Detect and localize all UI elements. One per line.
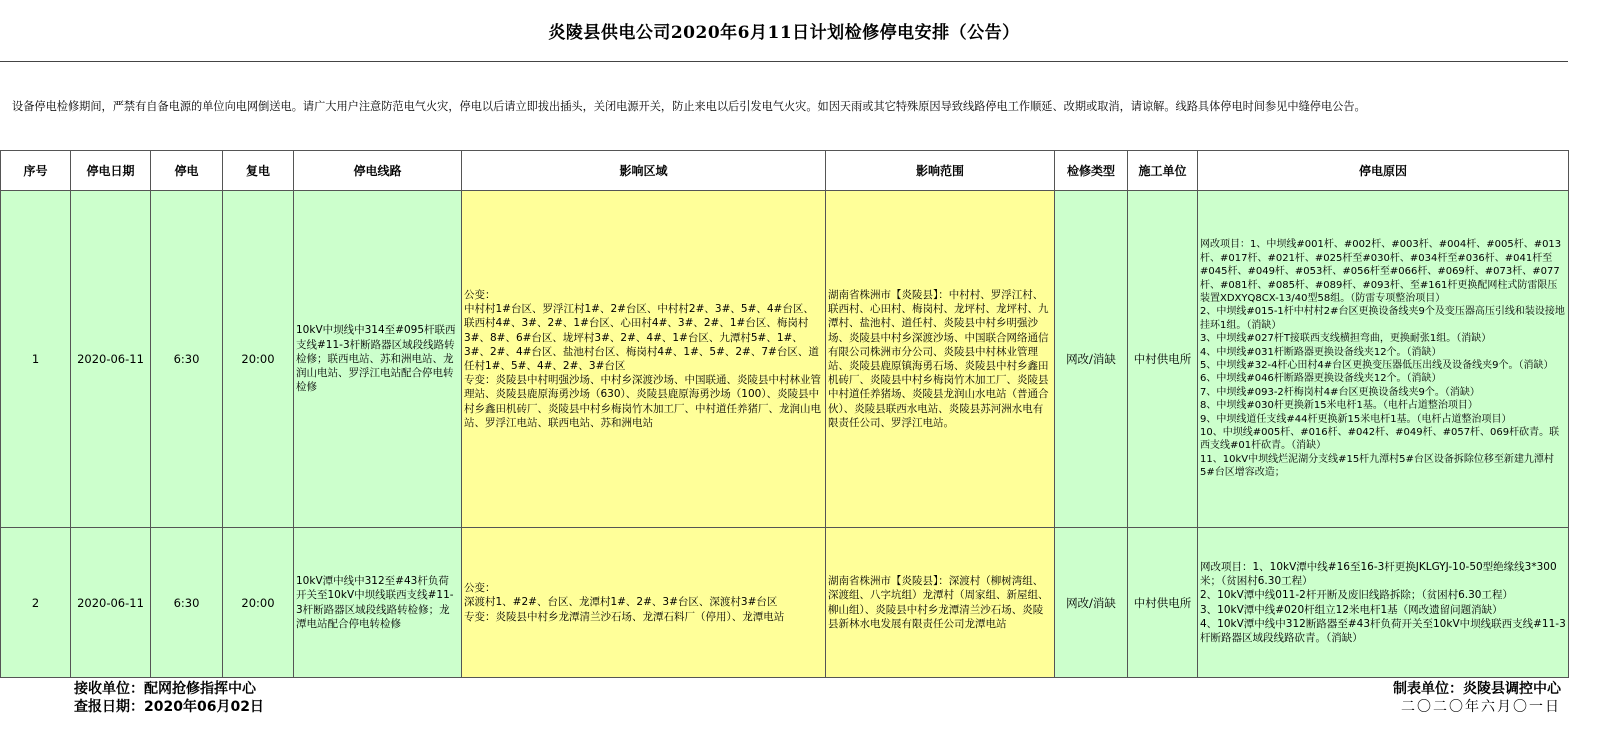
reason-item: 网改项目：1、中坝线#001杆、#002杆、#003杆、#004杆、#005杆、#013杆、#017杆、#021杆、#025杆至#030杆、#034杆至#036杆、#041杆至#045杆、#049杆、#053杆、#056杆至#066杆、#069杆、#073杆、#077杆、#081杆、#085杆、#089杆、#093杆、至#161杆更换配网柱式防雷限压装置XDXYQ8CX-13/40型58组。（防雷专项整治项目） bbox=[1200, 239, 1562, 304]
cell-reason bbox=[1198, 191, 1569, 528]
header-on: 复电 bbox=[223, 151, 294, 191]
reason-item: 2、10kV潭中线011-2杆开断及废旧线路拆除；（贫困村6.30工程） bbox=[1200, 589, 1513, 602]
header-type: 检修类型 bbox=[1055, 151, 1128, 191]
header-area: 影响区域 bbox=[462, 151, 826, 191]
cell-line: 10kV中坝线中314至#095杆联西支线#11-3杆断路器区域段线路转检修；联西电站、苏和洲电站、龙润山电站、罗浮江电站配合停电转检修 bbox=[294, 191, 462, 528]
footer-left bbox=[74, 680, 264, 716]
reason-item: 2、中坝线#015-1杆中村村2#台区更换设备线夹9个及变压器高压引线和装设接地挂环1组。（消缺） bbox=[1200, 306, 1565, 331]
cell-scope: 湖南省株洲市【炎陵县】：深渡村（柳树湾组、深渡组、八字坑组）龙潭村（周家组、新屋组、柳山组）、炎陵县中村乡龙潭清兰沙石场、炎陵县新林水电发展有限责任公司龙潭电站 bbox=[826, 528, 1055, 678]
notice-text: 设备停电检修期间，严禁有自备电源的单位向电网倒送电。请广大用户注意防范电气火灾，停电以后请立即拔出插头，关闭电源开关，防止来电以后引发电气火灾。如因天雨或其它特殊原因导致线路停电工作顺延、改期或取消，请谅解。线路具体停电时间参见中缝停电公告。 bbox=[12, 100, 1366, 113]
page-title: 炎陵县供电公司2020年6月11日计划检修停电安排（公告） bbox=[0, 0, 1568, 62]
cell-reason bbox=[1198, 528, 1569, 678]
header-scope: 影响范围 bbox=[826, 151, 1055, 191]
table-row bbox=[1, 191, 1569, 528]
header-line: 停电线路 bbox=[294, 151, 462, 191]
reason-item: 3、中坝线#027杆T接联西支线横担弯曲，更换耐张1组。（消缺） bbox=[1200, 333, 1492, 345]
reason-item: 8、中坝线#030杆更换新15米电杆1基。（电杆占道整治项目） bbox=[1200, 400, 1478, 412]
cell-seq: 2 bbox=[1, 528, 71, 678]
cell-area: 公变： 中村村1#台区、罗浮江村1#、2#台区、中村村2#、3#、5#、4#台区、联西村4#、3#、2#、1#台区、心田村4#、3#、2#、1#台区、梅岗村3#、8#、6#台区、垅坪村3#、2#、4#、1#台区、九潭村5#、1#、3#、2#、4#台区、盐池村台区、梅岗村4#、1#、5#、2#、7#台区、道任村1#、5#、4#、2#、3#台区 专变：炎陵县中村明强沙场、中村乡深渡沙场、中国联通、炎陵县中村林业管理站、炎陵县鹿原海勇沙场（630）、炎陵县鹿原海勇沙场（100）、炎陵县中村乡鑫田机砖厂、炎陵县中村乡梅岗竹木加工厂、中村道任养猪厂、龙润山电站、罗浮江电站、联西电站、苏和洲电站 bbox=[462, 191, 826, 528]
report-date-label: 查报日期：2020年06月02日 bbox=[74, 699, 264, 715]
reason-item: 5、中坝线#32-4杆心田村4#台区更换变压器低压出线及设备线夹9个。（消缺） bbox=[1200, 360, 1554, 371]
receiver-label: 接收单位：配网抢修指挥中心 bbox=[74, 681, 256, 697]
reason-item: 3、10kV潭中线#020杆组立12米电杆1基（网改遗留问题消缺） bbox=[1200, 603, 1503, 616]
cell-seq: 1 bbox=[1, 191, 71, 528]
footer-right bbox=[1393, 680, 1561, 716]
cell-date: 2020-06-11 bbox=[71, 191, 151, 528]
reason-item: 4、10kV潭中线中312断路器至#43杆负荷开关至10kV中坝线联西支线#11-3杆断路器区域段线路砍青。（消缺） bbox=[1200, 617, 1566, 644]
reason-item: 6、中坝线#046杆断路器更换设备线夹12个。（消缺） bbox=[1200, 373, 1442, 385]
header-seq: 序号 bbox=[1, 151, 71, 191]
cell-off: 6:30 bbox=[151, 528, 223, 678]
cell-scope: 湖南省株洲市【炎陵县】：中村村、罗浮江村、联西村、心田村、梅岗村、龙坪村、龙坪村、九潭村、盐池村、道任村、炎陵县中村乡明强沙场、炎陵县中村乡深渡沙场、中国联合网络通信有限公司株洲市分公司、炎陵县中村林业管理站、炎陵县鹿原镇海勇石场、炎陵县中村乡鑫田机砖厂、炎陵县中村乡梅岗竹木加工厂、炎陵县中村道任养猪场、炎陵县龙润山水电站（普通合伙）、炎陵县联西水电站、炎陵县苏河洲水电有限责任公司、罗浮江电站。 bbox=[826, 191, 1055, 528]
header-unit: 施工单位 bbox=[1128, 151, 1198, 191]
header-off: 停电 bbox=[151, 151, 223, 191]
header-date: 停电日期 bbox=[71, 151, 151, 191]
cell-area: 公变： 深渡村1、#2#、台区、龙潭村1#、2#、3#台区、深渡村3#台区 专变：炎陵县中村乡龙潭清兰沙石场、龙潭石料厂（停用）、龙潭电站 bbox=[462, 528, 826, 678]
maker-label: 制表单位：炎陵县调控中心 bbox=[1393, 681, 1561, 697]
cell-date: 2020-06-11 bbox=[71, 528, 151, 678]
cell-unit: 中村供电所 bbox=[1128, 528, 1198, 678]
cell-off: 6:30 bbox=[151, 191, 223, 528]
maker-date: 二〇二〇年六月〇一日 bbox=[1401, 699, 1561, 715]
cell-type: 网改/消缺 bbox=[1055, 528, 1128, 678]
cell-line: 10kV潭中线中312至#43杆负荷开关至10kV中坝线联西支线#11-3杆断路器区域段线路转检修；龙潭电站配合停电转检修 bbox=[294, 528, 462, 678]
table-row bbox=[1, 528, 1569, 678]
table-header-row bbox=[1, 151, 1569, 191]
reason-item: 9、中坝线道任支线#44杆更换新15米电杆1基。（电杆占道整治项目） bbox=[1200, 413, 1512, 425]
cell-type: 网改/消缺 bbox=[1055, 191, 1128, 528]
reason-item: 11、10kV中坝线烂泥湖分支线#15杆九潭村5#台区设备拆除位移至新建九潭村5#台区增容改造； bbox=[1200, 453, 1554, 479]
cell-unit: 中村供电所 bbox=[1128, 191, 1198, 528]
reason-item: 网改项目：1、10kV潭中线#16至16-3杆更换JKLGYJ-10-50型绝缘线3*300米；（贫困村6.30工程） bbox=[1200, 560, 1557, 588]
cell-on: 20:00 bbox=[223, 528, 294, 678]
outage-table bbox=[0, 150, 1569, 678]
reason-item: 7、中坝线#093-2杆梅岗村4#台区更换设备线夹9个。（消缺） bbox=[1200, 386, 1480, 398]
cell-on: 20:00 bbox=[223, 191, 294, 528]
header-reason: 停电原因 bbox=[1198, 151, 1569, 191]
reason-item: 10、中坝线#005杆、#016杆、#042杆、#049杆、#057杆、069杆砍青。联西支线#01杆砍青。（消缺） bbox=[1200, 427, 1560, 452]
reason-item: 4、中坝线#031杆断路器更换设备线夹12个。（消缺） bbox=[1200, 346, 1442, 358]
